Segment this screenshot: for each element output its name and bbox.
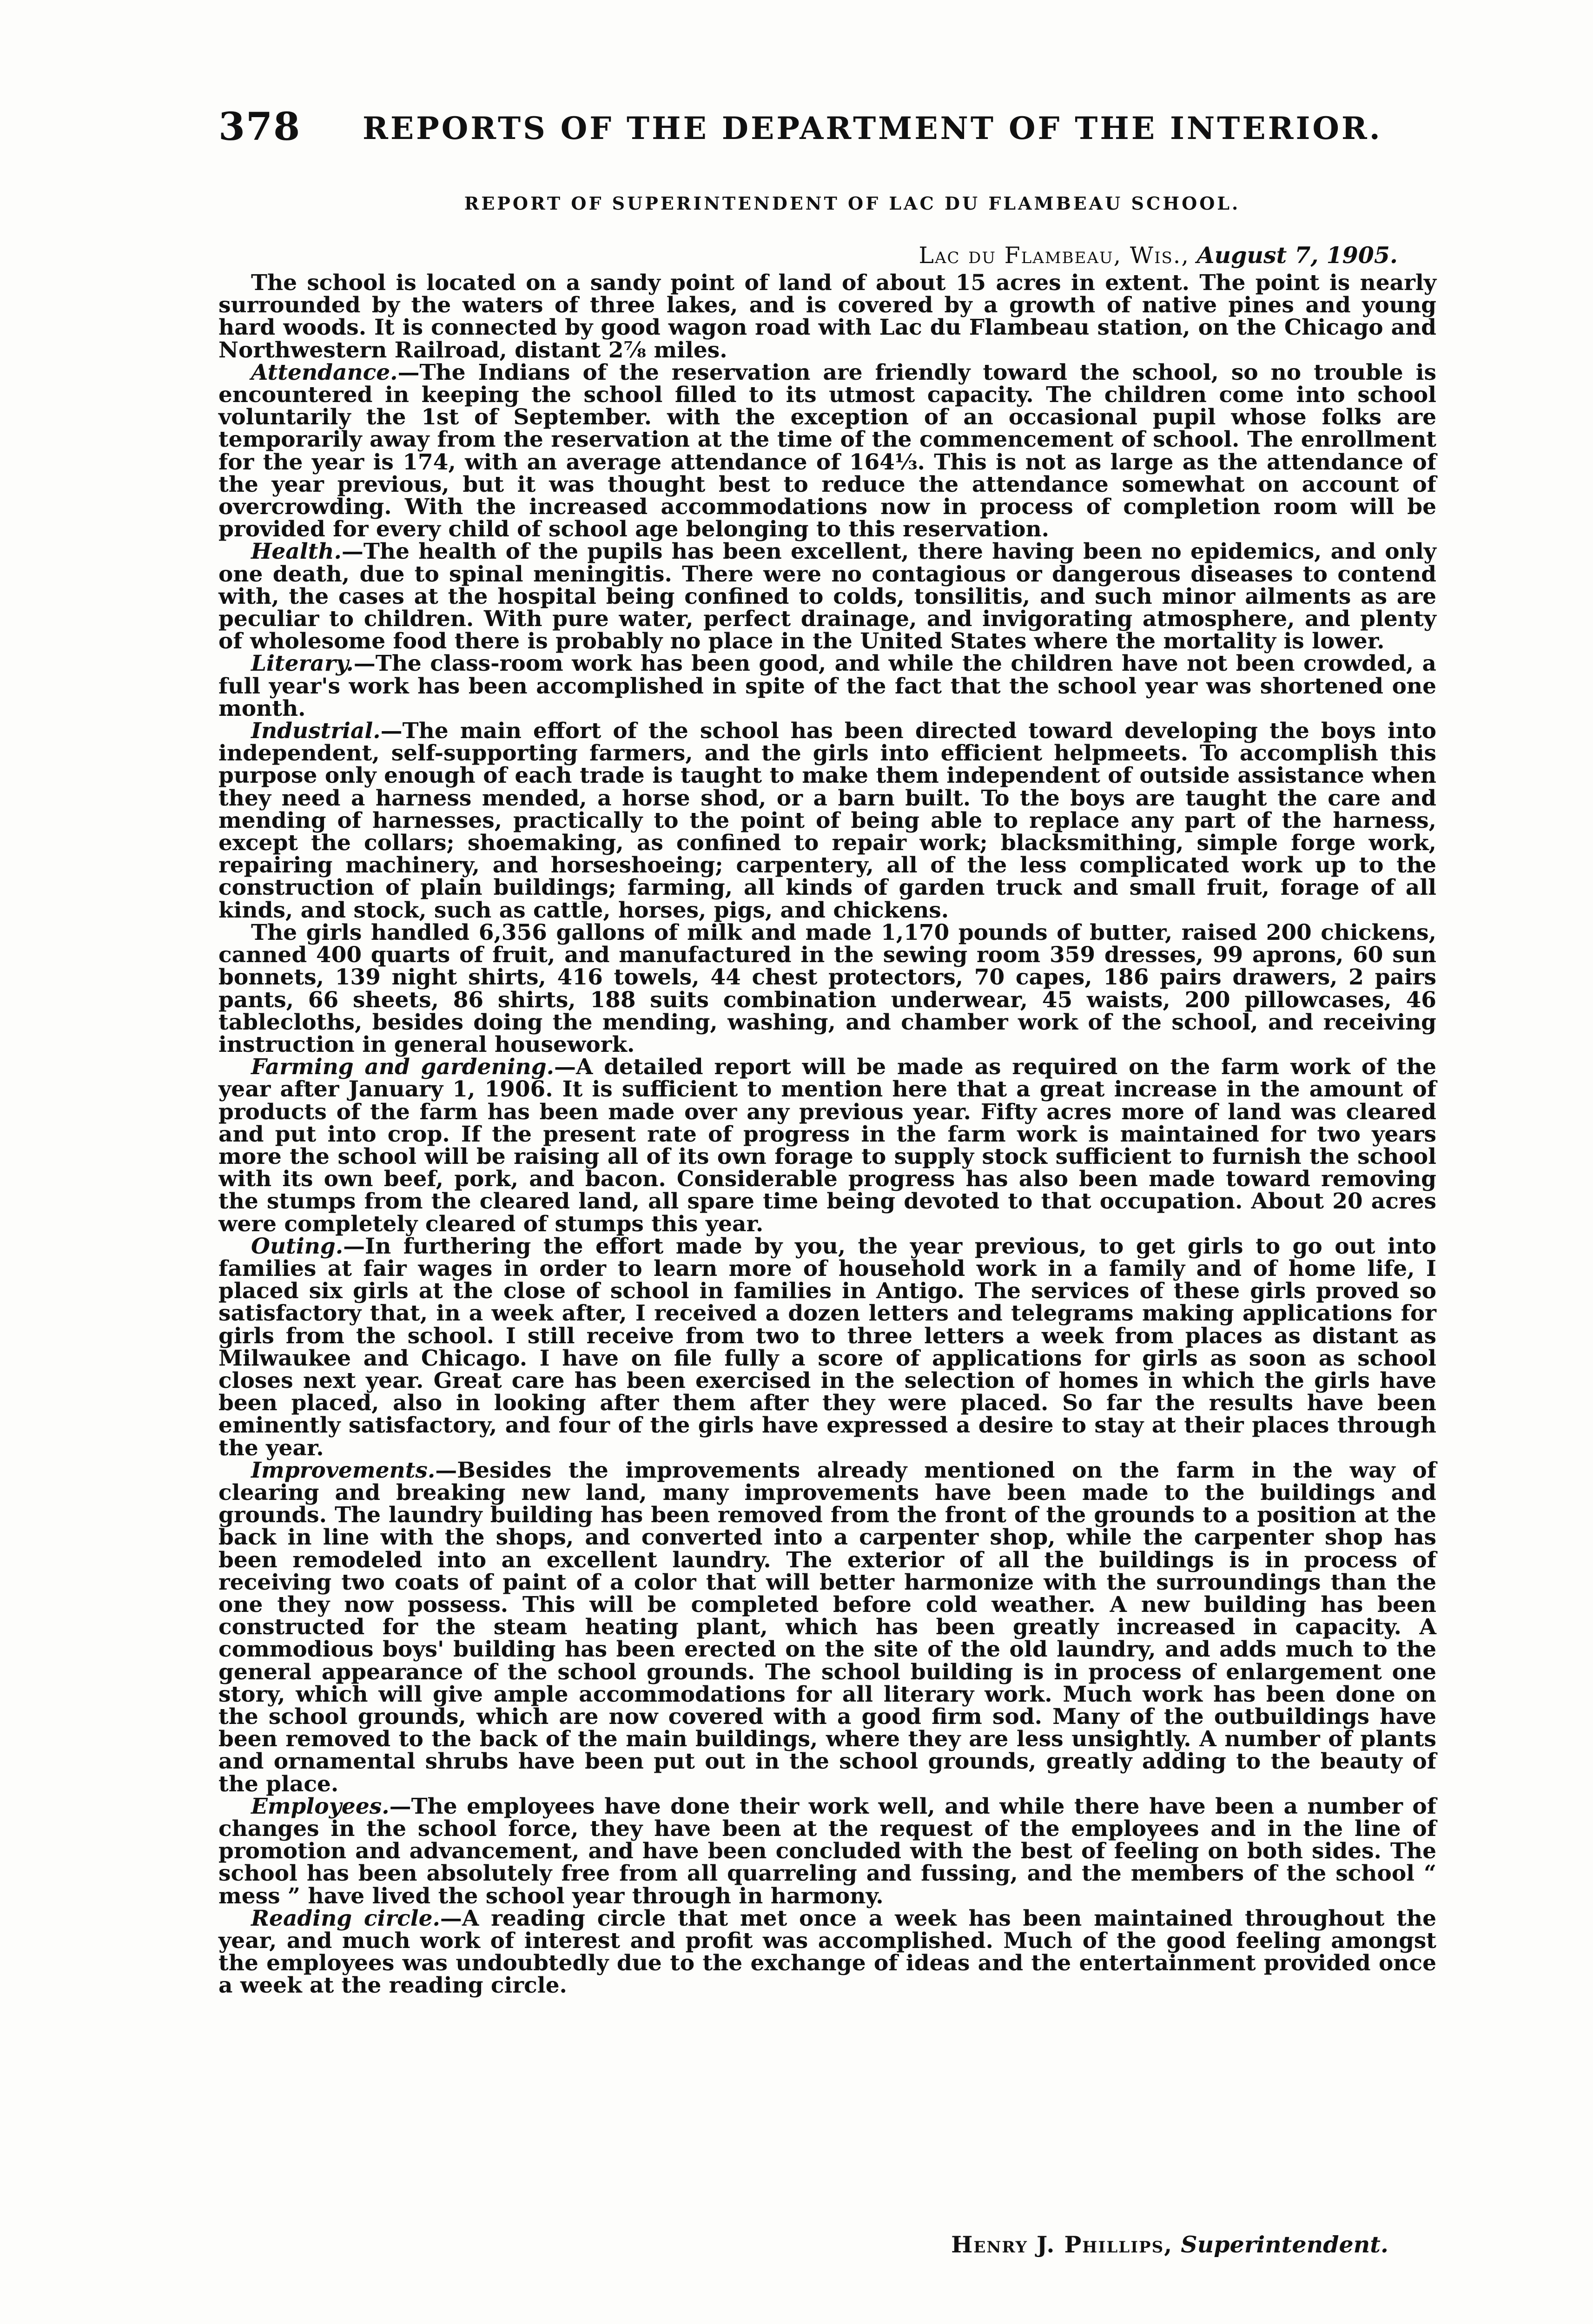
paragraph-text: —Besides the improvements already mentioned on the farm in the way of clearing and breaking new land, many improvements have been made to the buildings and grounds. The laundry building has been removed from the front of the grounds to a position at the back in line with the shops, and converted into a carpenter shop, while the carpenter shop has been remodeled into an excellent laundry. The exterior of all the buildings is in process of receiving two coats of paint of a color that will better harmonize with the surroundings than the one they now possess. This will be completed before cold weather. A new building has been constructed for the steam heating plant, which has been greatly increased in capacity. A commodious boys' building has been erected on the site of the old laundry, and adds much to the general appearance of the school grounds. The school building is in process of enlargement one story, which will give ample accommodations for all literary work. Much work has been done on the school grounds, which are now covered with a good firm sod. Many of the outbuildings have been removed to the back of the main buildings, where they are less unsightly. A number of plants and ornamental shrubs have been put out in the school grounds, greatly adding to the beauty of the place. [218,1457,1436,1797]
paragraph-attendance [218,359,1436,542]
paragraph-text: —In furthering the effort made by you, the year previous, to get girls to go out into families at fair wages in order to learn more of household work in a family and of home life, I placed six girls at the close of school in families in Antigo. The services of these girls proved so satisfactory that, in a week after, I received a dozen letters and telegrams making applications for girls from the school. I still receive from two to three letters a week from places as distant as Milwaukee and Chicago. I have on file fully a score of applications for girls as soon as school closes next year. Great care has been exercised in the selection of homes in which the girls have been placed, also in looking after them after they were placed. So far the results have been eminently satisfactory, and four of the girls have expressed a desire to stay at their places through the year. [218,1233,1436,1461]
paragraph-lead: Reading circle. [251,1905,440,1931]
paragraph-text: —A reading circle that met once a week has been maintained throughout the year, and much work of interest and profit was accomplished. Much of the good feeling amongst the employees was undoubtedly due to the exchange of ideas and the entertainment provided once a week at the reading circle. [218,1905,1436,1999]
paragraph-lead: Literary. [251,651,354,677]
paragraph-lead: Outing. [251,1233,344,1259]
paragraph-text: —A detailed report will be made as required on the farm work of the year after January 1, 1906. It is sufficient to mention here that a great increase in the amount of products of the farm has been made over any previous year. Fifty acres more of land was cleared and put into crop. If the present rate of progress in the farm work is maintained for two years more the school will be raising all of its own forage to supply stock sufficient to furnish the school with its own beef, pork, and bacon. Considerable progress has also been made toward removing the stumps from the cleared land, all spare time being devoted to that occupation. About 20 acres were completely cleared of stumps this year. [218,1054,1436,1237]
page-header [218,105,1436,156]
running-head: REPORTS OF THE DEPARTMENT OF THE INTERIOR. [363,110,1382,146]
paragraph-text: —The employees have done their work well, and while there have been a number of changes in the school force, they have been at the request of the employees and in the line of promotion and advancement, and have been concluded with the best of feeling on both sides. The school has been absolutely free from all quarreling and fussing, and the members of the school “ mess ” have lived the school year through in harmony. [218,1793,1436,1909]
report-title: REPORT OF SUPERINTENDENT OF LAC DU FLAMBEAU SCHOOL. [464,193,1241,214]
paragraph-lead: Attendance. [251,359,398,385]
paragraph-employees [218,1793,1436,1909]
paragraph-lead: Improvements. [251,1457,436,1483]
paragraph-text: The school is located on a sandy point of land of about 15 acres in extent. The point is nearly surrounded by the waters of three lakes, and is covered by a growth of native pines and young hard woods. It is connected by good wagon road with Lac du Flambeau station, on the Chicago and Northwestern Railroad, distant 2⅞ miles. [218,270,1436,363]
paragraph-location [218,272,1436,362]
dateline-date: August 7, 1905. [1196,242,1398,269]
paragraph-literary [218,653,1436,720]
paragraph-text: —The Indians of the reservation are friendly toward the school, so no trouble is encountered in keeping the school filled to its utmost capacity. The children come into school voluntarily the 1st of September. with the exception of an occasional pupil whose folks are temporarily away from the reservation at the time of the commencement of school. The enrollment for the year is 174, with an average attendance of 164⅓. This is not as large as the attendance of the year previous, but it was thought best to reduce the attendance somewhat on account of overcrowding. With the increased accommodations now in process of completion room will be provided for every child of school age belonging to this reservation. [218,359,1436,542]
paragraph-lead: Farming and gardening. [251,1054,554,1080]
paragraph-text: —The class-room work has been good, and while the children have not been crowded, a full year's work has been accomplished in spite of the fact that the school year was shortened one month. [218,651,1436,721]
report-body [218,272,1436,1997]
signature-name: Henry J. Phillips, [951,2231,1173,2258]
paragraph-lead: Industrial. [251,718,381,744]
signature [951,2231,1388,2258]
paragraph-industrial [218,720,1436,922]
paragraph-health [218,541,1436,653]
paragraph-outing [218,1235,1436,1459]
paragraph-improvements [218,1459,1436,1796]
paragraph-text: —The main effort of the school has been directed toward developing the boys into independent, self-supporting farmers, and the girls into efficient helpmeets. To accomplish this purpose only enough of each trade is taught to make them independent of outside assistance when they need a harness mended, a horse shod, or a barn built. To the boys are taught the care and mending of harnesses, practically to the point of being able to replace any part of the harness, except the collars; shoemaking, as confined to repair work; blacksmithing, simple forge work, repairing machinery, and horseshoeing; carpentery, all of the less complicated work up to the construction of plain buildings; farming, all kinds of garden truck and small fruit, forage of all kinds, and stock, such as cattle, horses, pigs, and chickens. [218,718,1436,923]
paragraph-text: The girls handled 6,356 gallons of milk and made 1,170 pounds of butter, raised 200 chickens, canned 400 quarts of fruit, and manufactured in the sewing room 359 dresses, 99 aprons, 60 sun bonnets, 139 night shirts, 416 towels, 44 chest protectors, 70 capes, 186 pairs drawers, 2 pairs pants, 66 sheets, 86 shirts, 188 suits combination underwear, 45 waists, 200 pillowcases, 46 tablecloths, besides doing the mending, washing, and chamber work of the school, and receiving instruction in general housework. [218,919,1436,1057]
paragraph-lead: Employees. [251,1793,390,1819]
page-number: 378 [218,105,301,149]
paragraph-lead: Health. [251,539,342,565]
dateline-place: Lac du Flambeau, Wis., [919,242,1190,269]
paragraph-farming [218,1056,1436,1235]
paragraph-text: —The health of the pupils has been excellent, there having been no epidemics, and only one death, due to spinal meningitis. There were no contagious or dangerous diseases to contend with, the cases at the hospital being confined to colds, tonsilitis, and such minor ailments as are peculiar to children. With pure water, perfect drainage, and invigorating atmosphere, and plenty of wholesome food there is probably no place in the United States where the mortality is lower. [218,539,1436,654]
signature-title: Superintendent. [1181,2231,1388,2258]
dateline [919,242,1398,269]
paragraph-reading-circle [218,1905,1436,1999]
paragraph-girls-work [218,919,1436,1057]
